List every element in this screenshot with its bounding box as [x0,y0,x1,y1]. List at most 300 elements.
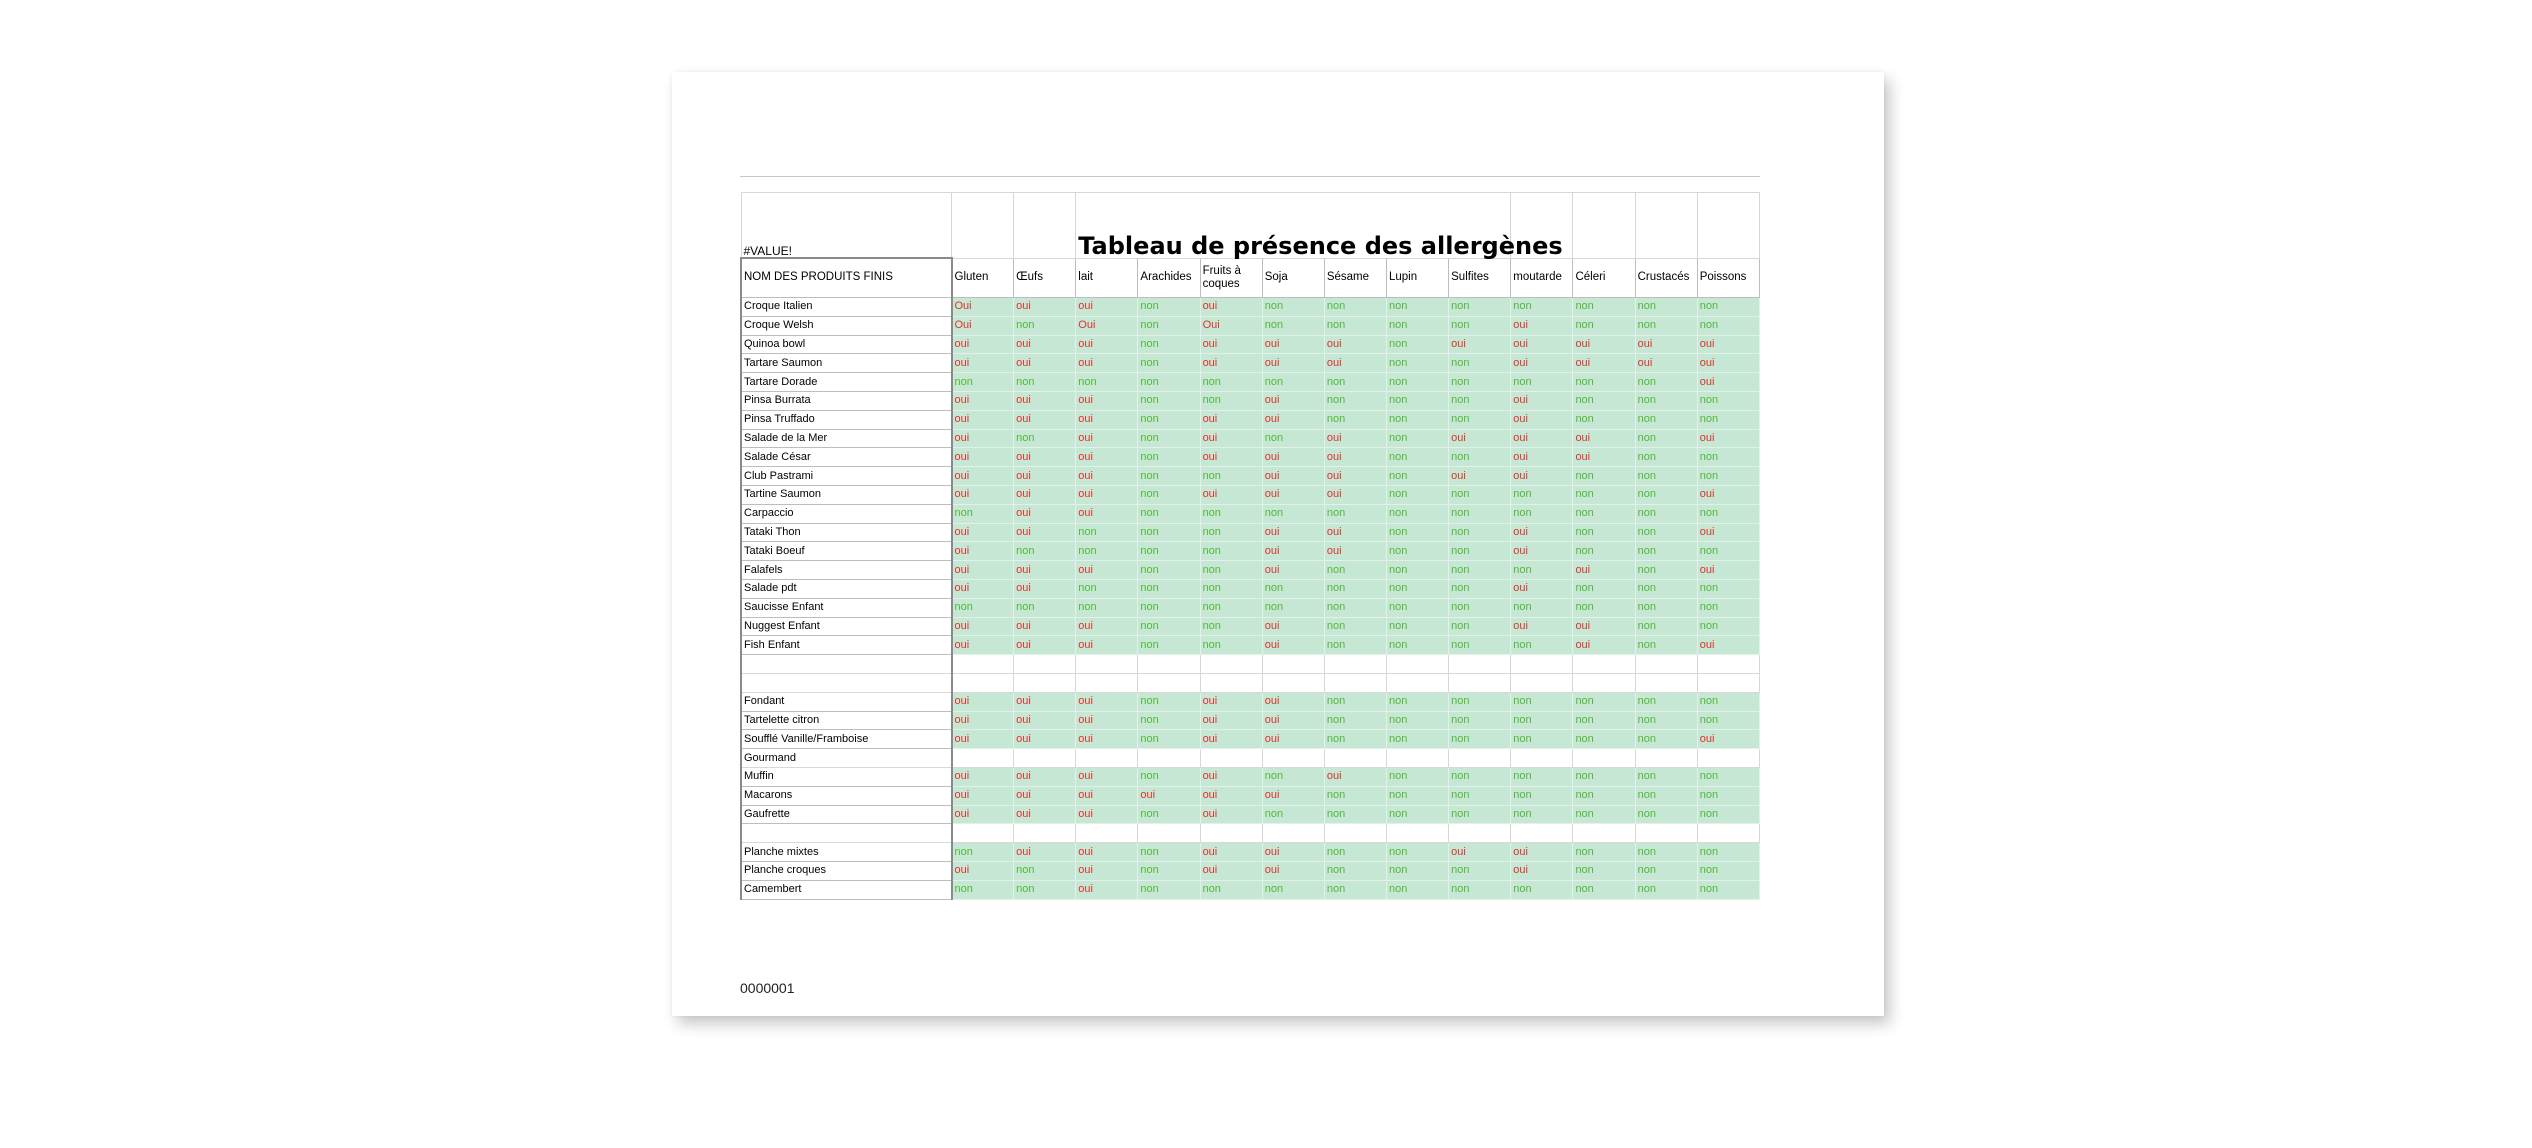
allergen-value-cell[interactable]: non [1573,542,1635,561]
allergen-value-cell[interactable]: oui [1076,467,1138,486]
allergen-value-cell[interactable]: non [1014,316,1076,335]
empty-cell[interactable] [1200,655,1262,674]
allergen-value-cell[interactable]: non [1449,880,1511,899]
allergen-value-cell[interactable]: non [1635,429,1697,448]
allergen-value-cell[interactable]: non [1697,692,1759,711]
empty-cell[interactable] [952,673,1014,692]
allergen-value-cell[interactable]: oui [1697,485,1759,504]
allergen-value-cell[interactable]: non [1386,692,1448,711]
allergen-value-cell[interactable]: oui [952,561,1014,580]
allergen-value-cell[interactable]: oui [1014,410,1076,429]
allergen-value-cell[interactable]: non [1511,711,1573,730]
empty-cell[interactable] [1511,673,1573,692]
allergen-value-cell[interactable]: oui [1076,767,1138,786]
allergen-value-cell[interactable]: non [1262,373,1324,392]
allergen-value-cell[interactable]: non [1635,391,1697,410]
allergen-value-cell[interactable]: non [1138,561,1200,580]
allergen-value-cell[interactable]: oui [952,354,1014,373]
allergen-value-cell[interactable]: oui [1200,805,1262,824]
allergen-value-cell[interactable]: oui [1697,354,1759,373]
allergen-value-cell[interactable]: non [1635,692,1697,711]
empty-cell[interactable] [1076,749,1138,768]
allergen-value-cell[interactable]: non [1324,298,1386,317]
allergen-value-cell[interactable]: Oui [1200,316,1262,335]
allergen-value-cell[interactable]: non [1635,410,1697,429]
empty-cell[interactable] [1449,824,1511,843]
allergen-value-cell[interactable]: oui [1262,861,1324,880]
allergen-value-cell[interactable]: oui [952,335,1014,354]
allergen-value-cell[interactable]: non [1138,429,1200,448]
allergen-value-cell[interactable]: non [1449,410,1511,429]
allergen-value-cell[interactable]: non [1573,861,1635,880]
allergen-value-cell[interactable]: non [1511,692,1573,711]
allergen-value-cell[interactable]: oui [1014,636,1076,655]
allergen-value-cell[interactable]: oui [952,391,1014,410]
allergen-value-cell[interactable]: non [1697,767,1759,786]
empty-cell[interactable] [1449,749,1511,768]
allergen-value-cell[interactable]: non [1573,711,1635,730]
empty-cell[interactable] [1200,749,1262,768]
allergen-value-cell[interactable]: oui [1076,410,1138,429]
empty-cell[interactable] [741,673,952,692]
product-name-cell[interactable]: Club Pastrami [741,467,952,486]
empty-cell[interactable] [1573,749,1635,768]
allergen-value-cell[interactable]: oui [1573,561,1635,580]
allergen-value-cell[interactable]: non [1262,298,1324,317]
allergen-value-cell[interactable]: non [1635,767,1697,786]
allergen-value-cell[interactable]: non [1324,617,1386,636]
allergen-value-cell[interactable]: non [1449,711,1511,730]
empty-cell[interactable] [1138,673,1200,692]
allergen-value-cell[interactable]: non [1573,523,1635,542]
allergen-value-cell[interactable]: oui [952,448,1014,467]
allergen-value-cell[interactable]: non [1324,861,1386,880]
allergen-value-cell[interactable]: non [1014,429,1076,448]
product-name-cell[interactable]: Pinsa Burrata [741,391,952,410]
allergen-value-cell[interactable]: oui [1014,335,1076,354]
allergen-value-cell[interactable]: non [952,504,1014,523]
allergen-value-cell[interactable]: non [1449,730,1511,749]
allergen-value-cell[interactable]: non [1138,523,1200,542]
allergen-value-cell[interactable]: non [1200,561,1262,580]
allergen-value-cell[interactable]: non [1511,786,1573,805]
allergen-value-cell[interactable]: non [1076,523,1138,542]
allergen-value-cell[interactable]: oui [1262,485,1324,504]
allergen-value-cell[interactable]: non [1076,598,1138,617]
allergen-value-cell[interactable]: oui [1262,523,1324,542]
allergen-value-cell[interactable]: oui [1511,617,1573,636]
allergen-value-cell[interactable]: non [1014,598,1076,617]
product-name-cell[interactable]: Tartare Dorade [741,373,952,392]
column-header[interactable]: Sulfites [1449,258,1511,298]
empty-cell[interactable] [1324,655,1386,674]
allergen-value-cell[interactable]: non [1386,767,1448,786]
allergen-value-cell[interactable]: non [1573,786,1635,805]
allergen-value-cell[interactable]: oui [1573,335,1635,354]
allergen-value-cell[interactable]: oui [1014,786,1076,805]
allergen-value-cell[interactable]: oui [952,429,1014,448]
allergen-value-cell[interactable]: non [1449,805,1511,824]
allergen-value-cell[interactable]: oui [1200,298,1262,317]
allergen-value-cell[interactable]: oui [1014,692,1076,711]
allergen-value-cell[interactable]: oui [1697,561,1759,580]
allergen-value-cell[interactable]: oui [1076,880,1138,899]
allergen-value-cell[interactable]: non [1449,542,1511,561]
product-name-cell[interactable]: Carpaccio [741,504,952,523]
allergen-value-cell[interactable]: non [1511,880,1573,899]
allergen-value-cell[interactable]: non [1511,767,1573,786]
empty-cell[interactable] [1449,655,1511,674]
allergen-value-cell[interactable]: non [1200,504,1262,523]
allergen-value-cell[interactable]: oui [952,730,1014,749]
allergen-value-cell[interactable]: oui [1076,298,1138,317]
allergen-value-cell[interactable]: non [1262,598,1324,617]
allergen-value-cell[interactable]: non [1200,542,1262,561]
allergen-value-cell[interactable]: non [1138,861,1200,880]
allergen-value-cell[interactable]: non [1511,485,1573,504]
allergen-value-cell[interactable]: non [1200,636,1262,655]
allergen-value-cell[interactable]: oui [1324,354,1386,373]
allergen-value-cell[interactable]: non [1138,448,1200,467]
allergen-value-cell[interactable]: oui [952,485,1014,504]
allergen-value-cell[interactable]: non [1697,504,1759,523]
product-name-cell[interactable]: Tataki Boeuf [741,542,952,561]
allergen-value-cell[interactable]: oui [1014,767,1076,786]
allergen-value-cell[interactable]: non [1449,861,1511,880]
allergen-value-cell[interactable]: oui [1076,861,1138,880]
column-header[interactable]: Poissons [1697,258,1759,298]
allergen-value-cell[interactable]: non [1386,711,1448,730]
product-name-cell[interactable]: Gaufrette [741,805,952,824]
allergen-value-cell[interactable]: oui [1511,448,1573,467]
allergen-value-cell[interactable]: oui [952,636,1014,655]
allergen-value-cell[interactable]: oui [1324,335,1386,354]
allergen-value-cell[interactable]: non [1697,598,1759,617]
allergen-value-cell[interactable]: oui [1262,391,1324,410]
allergen-value-cell[interactable]: non [1138,636,1200,655]
empty-cell[interactable] [1076,655,1138,674]
allergen-value-cell[interactable]: non [1138,598,1200,617]
product-name-cell[interactable]: Muffin [741,767,952,786]
allergen-value-cell[interactable]: oui [1076,354,1138,373]
allergen-value-cell[interactable]: non [1697,467,1759,486]
allergen-value-cell[interactable]: non [1386,561,1448,580]
product-name-cell[interactable]: Planche croques [741,861,952,880]
allergen-value-cell[interactable]: oui [952,523,1014,542]
allergen-value-cell[interactable]: non [1449,598,1511,617]
empty-cell[interactable] [1386,824,1448,843]
column-header[interactable]: Œufs [1014,258,1076,298]
allergen-value-cell[interactable]: oui [1014,523,1076,542]
empty-cell[interactable] [952,193,1014,259]
allergen-value-cell[interactable]: non [1324,561,1386,580]
product-name-cell[interactable]: Tartelette citron [741,711,952,730]
allergen-value-cell[interactable]: oui [1697,523,1759,542]
allergen-value-cell[interactable]: non [1386,730,1448,749]
allergen-value-cell[interactable]: oui [1573,636,1635,655]
allergen-value-cell[interactable]: oui [1573,354,1635,373]
allergen-value-cell[interactable]: oui [1200,448,1262,467]
allergen-value-cell[interactable]: non [1511,730,1573,749]
allergen-value-cell[interactable]: non [1573,805,1635,824]
empty-cell[interactable] [1697,193,1759,259]
allergen-value-cell[interactable]: non [1324,880,1386,899]
allergen-value-cell[interactable]: non [1386,617,1448,636]
allergen-value-cell[interactable]: oui [1200,767,1262,786]
allergen-value-cell[interactable]: oui [1076,711,1138,730]
allergen-value-cell[interactable]: oui [1324,429,1386,448]
allergen-value-cell[interactable]: non [1138,617,1200,636]
product-name-header[interactable]: NOM DES PRODUITS FINIS [741,258,952,298]
allergen-value-cell[interactable]: non [1138,485,1200,504]
allergen-value-cell[interactable]: non [1573,730,1635,749]
allergen-value-cell[interactable]: oui [1262,711,1324,730]
allergen-value-cell[interactable]: non [1635,786,1697,805]
allergen-value-cell[interactable]: oui [1014,485,1076,504]
product-name-cell[interactable]: Tartare Saumon [741,354,952,373]
empty-cell[interactable] [741,824,952,843]
allergen-value-cell[interactable]: non [1200,617,1262,636]
allergen-value-cell[interactable]: oui [1014,448,1076,467]
allergen-value-cell[interactable]: non [1386,843,1448,862]
allergen-value-cell[interactable]: non [1697,579,1759,598]
allergen-value-cell[interactable]: non [1138,410,1200,429]
allergen-value-cell[interactable]: Oui [1076,316,1138,335]
allergen-value-cell[interactable]: oui [1697,429,1759,448]
allergen-value-cell[interactable]: non [1511,298,1573,317]
empty-cell[interactable] [1262,824,1324,843]
allergen-value-cell[interactable]: non [1138,335,1200,354]
allergen-value-cell[interactable]: oui [1014,617,1076,636]
allergen-value-cell[interactable]: non [1449,636,1511,655]
allergen-value-cell[interactable]: non [1449,786,1511,805]
allergen-value-cell[interactable]: non [1449,561,1511,580]
allergen-value-cell[interactable]: non [1076,579,1138,598]
allergen-value-cell[interactable]: oui [1076,843,1138,862]
allergen-value-cell[interactable]: non [1573,298,1635,317]
allergen-value-cell[interactable]: oui [1076,561,1138,580]
empty-cell[interactable] [1697,749,1759,768]
product-name-cell[interactable]: Croque Italien [741,298,952,317]
allergen-value-cell[interactable]: non [1697,448,1759,467]
allergen-value-cell[interactable]: non [1014,373,1076,392]
empty-cell[interactable] [1573,655,1635,674]
allergen-value-cell[interactable]: non [1386,805,1448,824]
empty-cell[interactable] [952,749,1014,768]
allergen-value-cell[interactable]: non [1386,354,1448,373]
empty-cell[interactable] [1635,749,1697,768]
allergen-value-cell[interactable]: non [1324,730,1386,749]
allergen-value-cell[interactable]: non [1573,767,1635,786]
allergen-value-cell[interactable]: oui [1014,579,1076,598]
allergen-value-cell[interactable]: non [1386,429,1448,448]
allergen-value-cell[interactable]: non [1697,298,1759,317]
allergen-value-cell[interactable]: non [1573,391,1635,410]
allergen-value-cell[interactable]: oui [1262,843,1324,862]
allergen-value-cell[interactable]: oui [952,767,1014,786]
empty-cell[interactable] [1138,824,1200,843]
allergen-value-cell[interactable]: non [1138,391,1200,410]
allergen-value-cell[interactable]: Oui [952,298,1014,317]
allergen-value-cell[interactable]: non [1449,448,1511,467]
allergen-value-cell[interactable]: non [1138,542,1200,561]
allergen-value-cell[interactable]: oui [952,861,1014,880]
allergen-value-cell[interactable]: non [1449,298,1511,317]
column-header[interactable]: Sésame [1324,258,1386,298]
allergen-value-cell[interactable]: oui [1076,391,1138,410]
product-name-cell[interactable]: Croque Welsh [741,316,952,335]
allergen-value-cell[interactable]: oui [1076,805,1138,824]
allergen-value-cell[interactable]: oui [1449,429,1511,448]
product-name-cell[interactable]: Salade de la Mer [741,429,952,448]
allergen-value-cell[interactable]: non [1262,316,1324,335]
product-name-cell[interactable]: Saucisse Enfant [741,598,952,617]
empty-cell[interactable] [1324,749,1386,768]
allergen-value-cell[interactable]: non [1014,880,1076,899]
allergen-value-cell[interactable]: oui [1200,861,1262,880]
allergen-value-cell[interactable]: non [1511,598,1573,617]
product-name-cell[interactable]: Gourmand [741,749,952,768]
allergen-value-cell[interactable]: oui [952,542,1014,561]
product-name-cell[interactable]: Salade pdt [741,579,952,598]
allergen-value-cell[interactable]: non [1697,880,1759,899]
allergen-value-cell[interactable]: non [1573,373,1635,392]
allergen-value-cell[interactable]: oui [1324,485,1386,504]
empty-cell[interactable] [1138,749,1200,768]
allergen-value-cell[interactable]: non [1324,504,1386,523]
allergen-value-cell[interactable]: non [1635,880,1697,899]
allergen-value-cell[interactable]: oui [1076,786,1138,805]
allergen-value-cell[interactable]: non [1200,373,1262,392]
allergen-value-cell[interactable]: non [1138,354,1200,373]
allergen-value-cell[interactable]: non [1635,805,1697,824]
allergen-value-cell[interactable]: oui [1511,335,1573,354]
empty-cell[interactable] [1386,655,1448,674]
allergen-value-cell[interactable]: non [1138,316,1200,335]
allergen-value-cell[interactable]: oui [1262,410,1324,429]
allergen-value-cell[interactable]: non [1386,298,1448,317]
product-name-cell[interactable]: Tataki Thon [741,523,952,542]
allergen-value-cell[interactable]: oui [1014,504,1076,523]
allergen-value-cell[interactable]: non [1635,579,1697,598]
allergen-value-cell[interactable]: non [1200,391,1262,410]
allergen-value-cell[interactable]: non [1138,880,1200,899]
allergen-value-cell[interactable]: non [1511,373,1573,392]
allergen-value-cell[interactable]: oui [1014,805,1076,824]
empty-cell[interactable] [1138,655,1200,674]
allergen-value-cell[interactable]: non [1573,316,1635,335]
allergen-value-cell[interactable]: non [1386,373,1448,392]
empty-cell[interactable] [1573,673,1635,692]
empty-cell[interactable] [1511,824,1573,843]
empty-cell[interactable] [1386,673,1448,692]
allergen-value-cell[interactable]: non [1511,805,1573,824]
allergen-value-cell[interactable]: oui [1511,523,1573,542]
empty-cell[interactable] [1200,673,1262,692]
allergen-value-cell[interactable]: non [1697,805,1759,824]
empty-cell[interactable] [1262,673,1324,692]
allergen-value-cell[interactable]: oui [1573,448,1635,467]
empty-cell[interactable] [1324,824,1386,843]
column-header[interactable]: moutarde [1511,258,1573,298]
allergen-value-cell[interactable]: non [1386,391,1448,410]
allergen-value-cell[interactable]: oui [1511,843,1573,862]
allergen-value-cell[interactable]: oui [1324,448,1386,467]
allergen-value-cell[interactable]: non [1200,579,1262,598]
allergen-value-cell[interactable]: non [1697,542,1759,561]
product-name-cell[interactable]: Soufflé Vanille/Framboise [741,730,952,749]
allergen-value-cell[interactable]: oui [1076,730,1138,749]
allergen-value-cell[interactable]: non [1449,354,1511,373]
allergen-value-cell[interactable]: oui [1324,467,1386,486]
allergen-value-cell[interactable]: oui [1014,730,1076,749]
allergen-value-cell[interactable]: non [1449,523,1511,542]
allergen-value-cell[interactable]: oui [1449,335,1511,354]
empty-cell[interactable] [1635,193,1697,259]
allergen-value-cell[interactable]: non [1138,692,1200,711]
allergen-value-cell[interactable]: non [1324,843,1386,862]
allergen-value-cell[interactable]: non [952,843,1014,862]
allergen-value-cell[interactable]: non [1324,579,1386,598]
allergen-value-cell[interactable]: non [1573,692,1635,711]
allergen-value-cell[interactable]: non [1200,880,1262,899]
allergen-value-cell[interactable]: oui [1262,692,1324,711]
allergen-value-cell[interactable]: oui [952,579,1014,598]
allergen-value-cell[interactable]: non [1200,523,1262,542]
allergen-value-cell[interactable]: oui [1014,354,1076,373]
empty-cell[interactable] [1697,655,1759,674]
allergen-value-cell[interactable]: oui [1076,485,1138,504]
allergen-value-cell[interactable]: non [1635,373,1697,392]
column-header[interactable]: Gluten [952,258,1014,298]
product-name-cell[interactable]: Macarons [741,786,952,805]
product-name-cell[interactable]: Tartine Saumon [741,485,952,504]
allergen-value-cell[interactable]: oui [1324,523,1386,542]
allergen-value-cell[interactable]: oui [1076,636,1138,655]
allergen-value-cell[interactable]: non [1386,485,1448,504]
allergen-value-cell[interactable]: non [1262,805,1324,824]
allergen-value-cell[interactable]: non [1138,805,1200,824]
allergen-value-cell[interactable]: non [1697,410,1759,429]
allergen-value-cell[interactable]: oui [1449,467,1511,486]
empty-cell[interactable] [1262,655,1324,674]
allergen-value-cell[interactable]: oui [1014,843,1076,862]
allergen-value-cell[interactable]: non [1324,410,1386,429]
allergen-value-cell[interactable]: non [1076,542,1138,561]
allergen-value-cell[interactable]: non [1014,542,1076,561]
allergen-value-cell[interactable]: non [1324,316,1386,335]
allergen-value-cell[interactable]: oui [1076,429,1138,448]
allergen-value-cell[interactable]: oui [1262,467,1324,486]
allergen-value-cell[interactable]: oui [1511,354,1573,373]
allergen-value-cell[interactable]: non [1449,316,1511,335]
allergen-value-cell[interactable]: oui [1262,786,1324,805]
allergen-value-cell[interactable]: non [1635,504,1697,523]
allergen-value-cell[interactable]: non [1262,579,1324,598]
allergen-value-cell[interactable]: oui [952,467,1014,486]
allergen-value-cell[interactable]: oui [952,617,1014,636]
allergen-value-cell[interactable]: non [1449,373,1511,392]
allergen-value-cell[interactable]: oui [1262,354,1324,373]
empty-cell[interactable] [1014,749,1076,768]
allergen-value-cell[interactable]: non [1449,767,1511,786]
allergen-value-cell[interactable]: non [1386,410,1448,429]
allergen-value-cell[interactable]: oui [1200,692,1262,711]
allergen-value-cell[interactable]: non [1138,467,1200,486]
allergen-value-cell[interactable]: non [1138,843,1200,862]
allergen-value-cell[interactable]: oui [1262,542,1324,561]
empty-cell[interactable] [1697,824,1759,843]
